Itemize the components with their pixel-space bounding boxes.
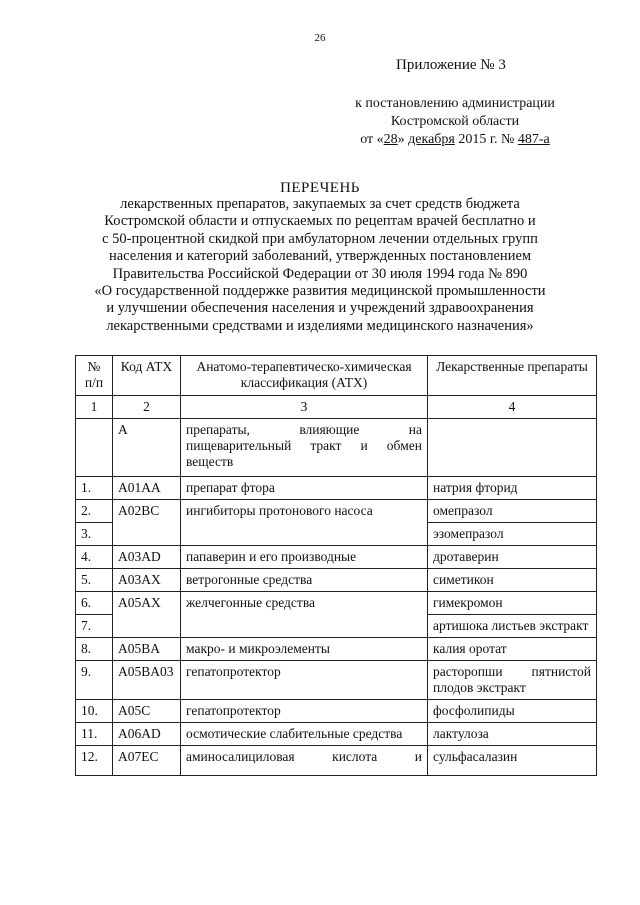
- atx-class: ингибиторы протонового насоса: [181, 500, 428, 546]
- atx-code: A05BA: [113, 638, 181, 661]
- column-number: 3: [181, 396, 428, 419]
- row-num: 7.: [76, 615, 113, 638]
- table-header-row: [76, 356, 597, 396]
- column-number: 2: [113, 396, 181, 419]
- atx-class: гепатопротектор: [181, 700, 428, 723]
- header-code: Код АТХ: [113, 356, 181, 396]
- row-num: 11.: [76, 723, 113, 746]
- row-num: 3.: [76, 523, 113, 546]
- atx-code: A03AD: [113, 546, 181, 569]
- column-number: 4: [428, 396, 597, 419]
- row-num: 2.: [76, 500, 113, 523]
- subtitle-line: и улучшении обеспечения населения и учреждений здравоохранения: [106, 300, 534, 317]
- drug: артишока листьев экстракт: [428, 615, 597, 638]
- table-row: [76, 700, 597, 723]
- table-row: [76, 723, 597, 746]
- atx-code: A05AX: [113, 592, 181, 638]
- row-num: 1.: [76, 477, 113, 500]
- drug: фосфолипиды: [428, 700, 597, 723]
- document-subtitle: [70, 196, 570, 335]
- drug: расторопши пятнистой плодов экстракт: [428, 661, 597, 700]
- drug: сульфасалазин: [428, 746, 597, 776]
- drug: натрия фторид: [428, 477, 597, 500]
- row-num: 10.: [76, 700, 113, 723]
- subtitle-line: «О государственной поддержке развития медицинской промышленности: [94, 283, 546, 300]
- atx-class: осмотические слабительные средства: [181, 723, 428, 746]
- atx-code: A02BC: [113, 500, 181, 546]
- row-num: 9.: [76, 661, 113, 700]
- table-row: [76, 746, 597, 776]
- document-title: ПЕРЕЧЕНЬ: [280, 180, 360, 196]
- atx-class: препарат фтора: [181, 477, 428, 500]
- drug: [428, 419, 597, 477]
- row-num: 5.: [76, 569, 113, 592]
- atx-code: A01AA: [113, 477, 181, 500]
- drug: дротаверин: [428, 546, 597, 569]
- decree-prefix: от «: [360, 132, 384, 147]
- table-row: [76, 546, 597, 569]
- drug: симетикон: [428, 569, 597, 592]
- header-drug: Лекарственные препараты: [428, 356, 597, 396]
- decree-day: 28: [383, 132, 398, 147]
- atx-class: папаверин и его производные: [181, 546, 428, 569]
- subtitle-line: лекарственных препаратов, закупаемых за счет средств бюджета: [120, 196, 520, 212]
- subtitle-line: лекарственными средствами и изделиями медицинского назначения»: [106, 317, 534, 334]
- page-number: 26: [314, 32, 326, 44]
- atx-code: A06AD: [113, 723, 181, 746]
- atx-class: гепатопротектор: [181, 661, 428, 700]
- drug: эзомепразол: [428, 523, 597, 546]
- appendix-heading: Приложение № 3: [396, 57, 506, 73]
- decree-date-line: [300, 131, 610, 149]
- table-row: [76, 638, 597, 661]
- atx-class: аминосалициловая кислота и: [181, 746, 428, 776]
- decree-line-1: к постановлению администрации: [355, 96, 555, 111]
- subtitle-line: Костромской области и отпускаемых по рецептам врачей бесплатно и: [104, 213, 536, 230]
- column-number-row: [76, 396, 597, 419]
- header-class: Анатомо-терапевтическо-химическая классификация (АТХ): [181, 356, 428, 396]
- atx-class: ветрогонные средства: [181, 569, 428, 592]
- table-row: [76, 661, 597, 700]
- decree-mid-1: »: [397, 132, 409, 147]
- atx-code: A05BA03: [113, 661, 181, 700]
- atx-table: [75, 355, 597, 776]
- decree-reference: [300, 95, 610, 149]
- table-row: [76, 477, 597, 500]
- row-num: 12.: [76, 746, 113, 776]
- table-row: [76, 592, 597, 615]
- table-row: [76, 569, 597, 592]
- atx-class: макро- и микроэлементы: [181, 638, 428, 661]
- row-num: 8.: [76, 638, 113, 661]
- header-num: № п/п: [76, 356, 113, 396]
- subtitle-line: населения и категорий заболеваний, утвержденных постановлением: [108, 248, 532, 265]
- decree-line-2: Костромской области: [390, 114, 520, 129]
- group-code: А: [113, 419, 181, 477]
- atx-code: A05C: [113, 700, 181, 723]
- row-num: 6.: [76, 592, 113, 615]
- group-row: [76, 419, 597, 477]
- decree-number: 487-а: [517, 132, 550, 147]
- decree-mid-2: 2015 г. №: [454, 132, 518, 147]
- drug: гимекромон: [428, 592, 597, 615]
- atx-class: желчегонные средства: [181, 592, 428, 638]
- subtitle-line: Правительства Российской Федерации от 30 июля 1994 года № 890: [112, 265, 528, 282]
- atx-code: A03AX: [113, 569, 181, 592]
- column-number: 1: [76, 396, 113, 419]
- decree-month: декабря: [408, 132, 455, 147]
- atx-code: A07EC: [113, 746, 181, 776]
- drug: лактулоза: [428, 723, 597, 746]
- group-class: препараты, влияющие на пищеварительный тракт и обмен веществ: [181, 419, 428, 477]
- table-row: [76, 500, 597, 523]
- subtitle-line: с 50-процентной скидкой при амбулаторном лечении отдельных групп: [102, 230, 538, 247]
- row-num: [76, 419, 113, 477]
- row-num: 4.: [76, 546, 113, 569]
- drug: калия оротат: [428, 638, 597, 661]
- drug: омепразол: [428, 500, 597, 523]
